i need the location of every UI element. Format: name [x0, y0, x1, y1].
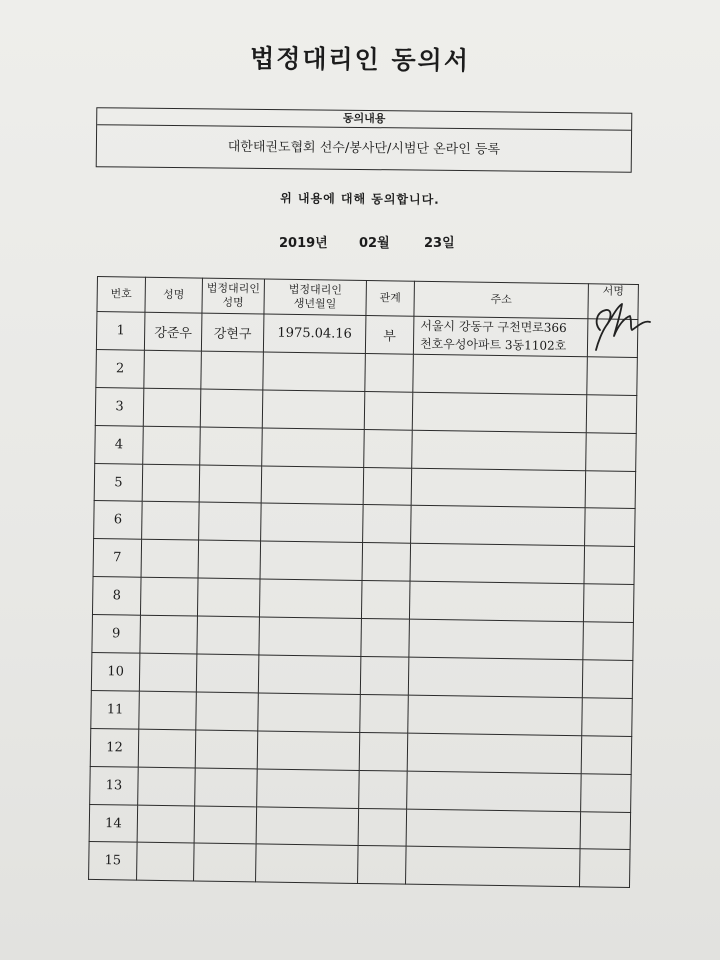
row-address	[407, 733, 582, 773]
table-row	[89, 842, 631, 888]
row-guardian-name	[196, 692, 259, 731]
row-signature	[585, 470, 636, 509]
header-guardian-birth: 법정대리인 생년월일	[264, 279, 367, 316]
document-title: 법정대리인 동의서	[249, 43, 471, 76]
date-month: 02월	[359, 236, 390, 251]
row-no: 9	[92, 615, 141, 654]
row-guardian-birth	[256, 807, 359, 846]
row-relation	[364, 391, 413, 430]
row-guardian-name	[200, 427, 263, 466]
address-line-1: 서울시 강동구 구천면로366	[420, 319, 567, 336]
row-address	[411, 506, 586, 546]
header-signature: 서명	[588, 284, 639, 320]
row-address	[406, 809, 581, 849]
row-signature	[579, 849, 630, 888]
row-guardian-name	[200, 389, 263, 428]
row-guardian-birth	[263, 352, 366, 391]
row-guardian-birth	[260, 541, 363, 580]
row-no: 15	[89, 842, 138, 881]
header-guardian-name: 법정대리인 성명	[202, 278, 265, 314]
row-guardian-name	[195, 730, 258, 769]
row-relation	[363, 505, 412, 544]
row-signature	[586, 432, 637, 471]
row-address	[412, 392, 587, 432]
row-no: 7	[93, 539, 142, 578]
row-guardian-name	[197, 616, 260, 655]
row-no: 6	[94, 501, 143, 540]
row-name	[140, 577, 198, 616]
row-guardian-birth	[259, 579, 362, 618]
row-address	[407, 771, 582, 811]
row-signature	[582, 660, 633, 699]
header-address: 주소	[414, 281, 589, 319]
row-address	[411, 468, 586, 508]
handwritten-signature	[586, 296, 656, 356]
row-no: 8	[92, 577, 141, 616]
consent-box	[96, 107, 633, 173]
row-name	[144, 350, 202, 389]
row-name	[140, 615, 198, 654]
row-no: 1	[96, 312, 145, 351]
row-name	[142, 464, 200, 503]
row-guardian-name	[194, 806, 257, 845]
row-name	[143, 426, 201, 465]
row-guardian-birth	[257, 769, 360, 808]
row-signature	[587, 357, 638, 396]
row-relation	[359, 732, 408, 771]
row-guardian-birth	[259, 617, 362, 656]
row-no: 10	[91, 652, 140, 691]
row-name	[142, 502, 200, 541]
row-relation	[365, 353, 414, 392]
guardian-table-wrapper	[88, 276, 639, 888]
consent-text: 대한태권도협회 선수/봉사단/시범단 온라인 등록	[227, 139, 501, 158]
row-guardian-name	[201, 351, 264, 390]
row-relation	[361, 581, 410, 620]
row-name	[143, 388, 201, 427]
row-guardian-birth	[258, 655, 361, 694]
row-guardian-birth	[257, 731, 360, 770]
row-guardian-birth	[262, 428, 365, 467]
guardian-table	[88, 276, 639, 888]
row-guardian-name	[198, 540, 261, 579]
row-address	[413, 354, 588, 394]
row-address	[413, 316, 588, 356]
row-address	[410, 544, 585, 584]
header-relation: 관계	[366, 280, 415, 316]
row-name	[139, 691, 197, 730]
row-signature	[586, 395, 637, 434]
row-address	[408, 657, 583, 697]
header-no: 번호	[97, 277, 146, 313]
row-relation: 부	[365, 315, 414, 354]
row-name	[138, 767, 196, 806]
row-name	[137, 805, 195, 844]
row-guardian-birth	[261, 503, 364, 542]
row-no: 12	[90, 728, 139, 767]
row-signature	[583, 584, 634, 623]
row-guardian-name	[199, 465, 262, 504]
row-no: 11	[91, 690, 140, 729]
row-no: 13	[90, 766, 139, 805]
header-name: 성명	[145, 277, 203, 313]
row-relation	[359, 770, 408, 809]
row-relation	[363, 467, 412, 506]
row-relation	[364, 429, 413, 468]
row-guardian-birth	[258, 693, 361, 732]
row-relation	[358, 808, 407, 847]
row-guardian-name	[195, 768, 258, 807]
row-guardian-name	[199, 502, 262, 541]
row-signature	[581, 736, 632, 775]
row-name	[141, 540, 199, 579]
row-signature	[583, 622, 634, 661]
row-name	[138, 729, 196, 768]
row-no: 5	[94, 463, 143, 502]
row-no: 4	[95, 425, 144, 464]
row-name	[137, 843, 195, 882]
row-address	[408, 695, 583, 735]
row-address	[409, 581, 584, 621]
row-relation	[360, 694, 409, 733]
row-relation	[362, 543, 411, 582]
date-year: 2019년	[279, 236, 328, 251]
row-no: 3	[95, 387, 144, 426]
row-guardian-birth: 1975.04.16	[263, 314, 366, 353]
row-address	[409, 619, 584, 659]
row-address	[406, 847, 581, 887]
row-guardian-birth	[262, 390, 365, 429]
row-guardian-name	[194, 843, 257, 882]
row-signature	[582, 698, 633, 737]
row-guardian-birth	[256, 844, 359, 883]
address-line-2: 천호우성아파트 3동1102호	[419, 337, 567, 354]
date-day: 23일	[424, 236, 455, 251]
row-guardian-name	[196, 654, 259, 693]
row-name	[139, 653, 197, 692]
row-relation	[360, 656, 409, 695]
row-signature	[584, 546, 635, 585]
row-signature	[585, 508, 636, 547]
row-relation	[358, 846, 407, 885]
row-guardian-name: 강현구	[201, 313, 264, 352]
row-signature	[581, 773, 632, 812]
row-address	[412, 430, 587, 470]
row-no: 14	[89, 804, 138, 843]
row-signature	[580, 811, 631, 850]
row-guardian-birth	[261, 466, 364, 505]
row-no: 2	[96, 349, 145, 388]
consent-header: 동의내용	[97, 108, 631, 131]
row-relation	[361, 619, 410, 658]
agreement-statement: 위 내용에 대해 동의합니다.	[280, 191, 440, 207]
row-guardian-name	[197, 578, 260, 617]
row-name: 강준우	[144, 312, 202, 351]
